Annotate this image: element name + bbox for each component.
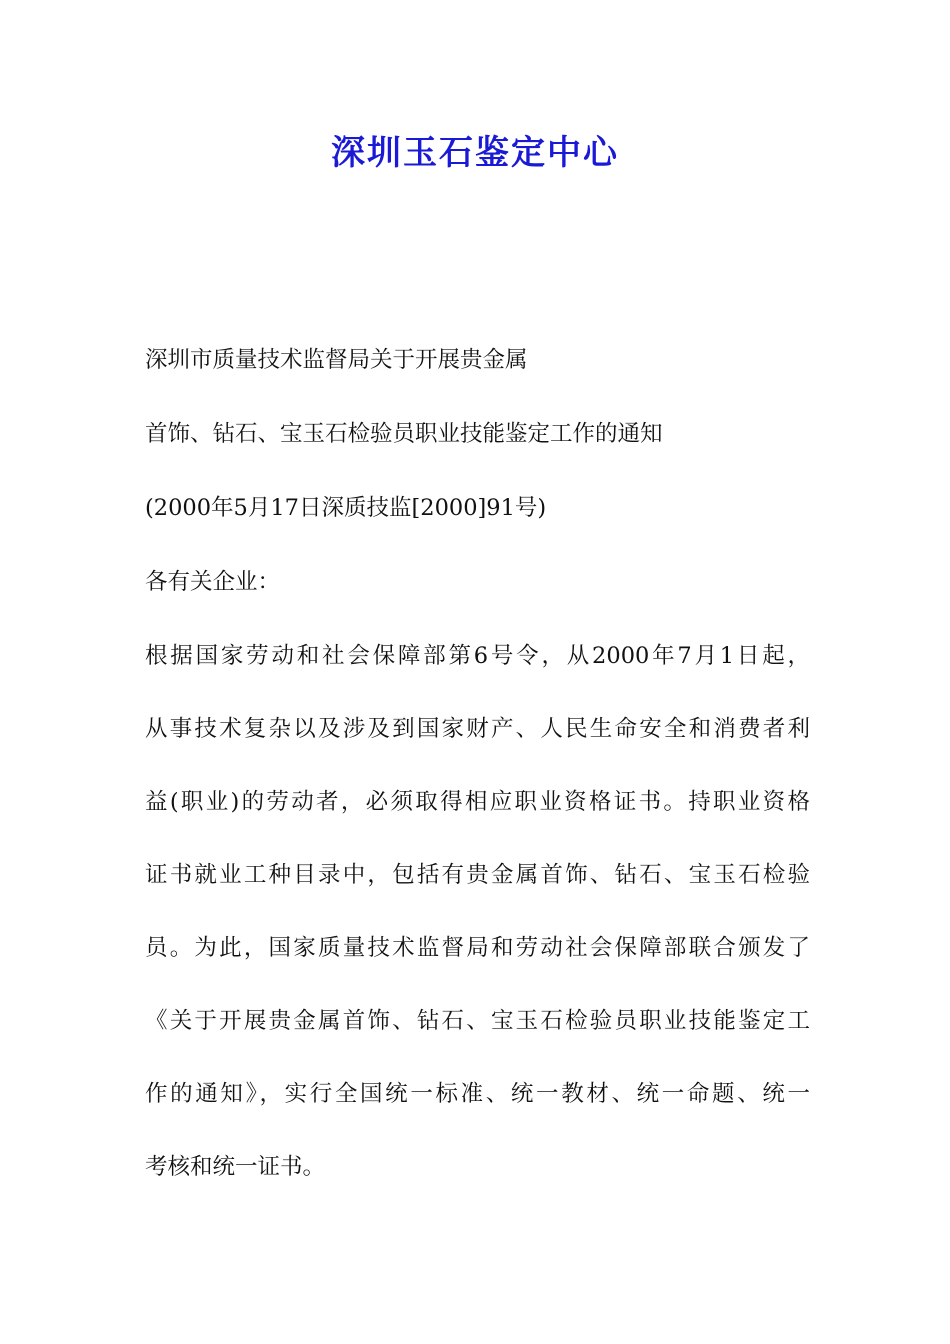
body-line: 从事技术复杂以及涉及到国家财产、人民生命安全和消费者利 [145, 716, 810, 742]
notice-salutation: 各有关企业： [145, 569, 281, 595]
body-line: 作的通知》，实行全国统一标准、统一教材、统一命题、统一 [145, 1081, 810, 1107]
body-line: 证书就业工种目录中，包括有贵金属首饰、钻石、宝玉石检验 [145, 862, 810, 888]
notice-title-line-1: 深圳市质量技术监督局关于开展贵金属 [145, 347, 528, 373]
page-title: 深圳玉石鉴定中心 [331, 133, 619, 173]
notice-header [145, 346, 810, 642]
body-line: 员。为此，国家质量技术监督局和劳动社会保障部联合颁发了 [145, 935, 810, 961]
body-line: 考核和统一证书。 [145, 1154, 326, 1180]
notice-title-line-2: 首饰、钻石、宝玉石检验员职业技能鉴定工作的通知 [145, 421, 663, 447]
body-line: 根据国家劳动和社会保障部第6号令，从2000年7月1日起， [145, 643, 810, 669]
notice-reference: (2000年5月17日深质技监[2000]91号) [145, 495, 547, 521]
body-paragraph [145, 642, 810, 1226]
body-line: 益(职业)的劳动者，必须取得相应职业资格证书。持职业资格 [145, 789, 810, 815]
body-line: 《关于开展贵金属首饰、钻石、宝玉石检验员职业技能鉴定工 [145, 1008, 810, 1034]
